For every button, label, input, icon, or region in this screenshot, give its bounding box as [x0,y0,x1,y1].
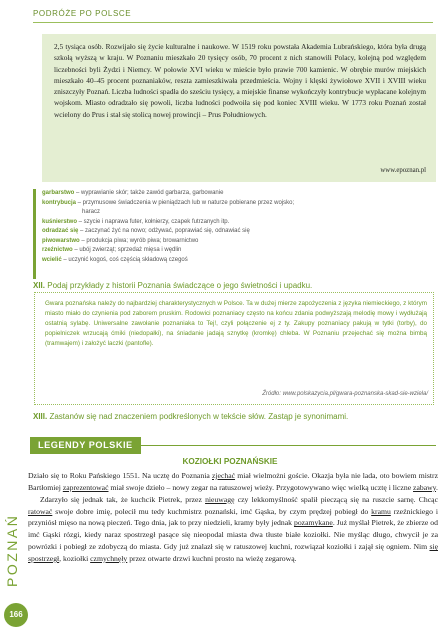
text-run: , koziołki [59,553,91,563]
text-run: Działo się to Roku Pańskiego 1551. Na ucztę do Poznania [28,471,212,480]
page-number: 166 [4,603,28,627]
glossary-entry [42,246,436,256]
glossary-term: odradzać się [42,228,79,234]
running-head: PODRÓŻE PO POLSCE [33,9,132,18]
underlined-word: zabawy [413,482,437,492]
task-text: Podaj przykłady z historii Poznania świadczące o jego świetności i upadku. [45,281,313,290]
glossary-definition: – produkcja piwa; wyrób piwa; browarnictwo [79,237,199,244]
legend-title: KOZIOŁKI POZNAŃSKIE [182,457,278,466]
text-run: . [436,482,438,492]
glossary-term: garbarstwo [42,190,75,196]
underlined-word: czmychnęły [90,553,128,563]
text-run: Zdarzyło się jednak tak, że kuchcik Pietrek, przez [40,494,206,504]
glossary-term: wcielić [42,256,62,263]
glossary-term: rzeźnictwo [42,247,73,253]
dialect-source: Źródło: www.polskazycia.pl/gwara-poznanska-skad-sie-wziela/ [262,391,428,397]
glossary-definition: – uczynić kogoś, coś częścią składową czegoś [61,256,188,263]
underlined-word: zaprezentować [62,482,109,492]
glossary-definition: – zaczynać żyć na nowo; odżywać, poprawiać się, odnawiać się [78,228,250,234]
glossary-entry [42,256,436,266]
glossary-entry [42,227,436,237]
intro-paragraph: 2,5 tysiąca osób. Rozwijało się życie kulturalne i naukowe. W 1519 roku powstała Akademia Lubrańskiego, która była drugą szkołą wyższą w kraju. W Poznaniu mieszkało 20 tysięcy osób, 70 procent z nich stanowili Polacy, kolejną pod względem liczebności byli Żydzi i Niemcy. W połowie XVI wieku w mieście było prawie 700 kamienic. W obrębie murów miejskich mieszkało 40–45 procent poznaniaków, reszta zamieszkiwała przedmieścia. Wojny i klęski żywiołowe XVII i XVIII wieku zniszczyły Poznań. Liczba ludności spadła do sześciu tysięcy, a miejskie finanse wykończyły kontrybucje wypłacane kolejnym wojskom. Miasto odradzało się powoli, liczba ludności podwoiła się pod koniec XVIII wieku. W 1773 roku Poznań został wcielony do Prus i stał się stolicą nowej prowincji – Prus Południowych. [54,42,426,119]
legend-paragraph [28,494,438,565]
intro-source: www.epoznan.pl [380,167,426,174]
text-run: rzeźnickiego i przyniósł mięso na nową pieczeń. Tego dnia, jak to przy niedzieli, kramy były jednak [28,506,438,528]
legend-banner: LEGENDY POLSKIE [30,437,141,454]
task-number: XIII. [33,412,48,421]
glossary-entry [42,189,436,199]
legend-text [28,470,438,630]
glossary-term: kuśnierstwo [42,218,78,225]
header-divider [33,22,433,23]
glossary-definition: – wyprawianie skór; także zawód garbarza, garbowanie [74,190,224,196]
side-chapter-label: POZNAŃ [4,513,20,587]
legend-banner-rule [141,445,436,446]
underlined-word: pozamykane [293,518,333,528]
underlined-word: kramu [371,506,391,516]
text-run: przez otwarte drzwi kuchni prosto na wieżę zegarową. [127,553,297,563]
dialect-text: Gwara poznańska należy do najbardziej charakterystycznych w Polsce. Ta w dużej mierze zapożyczenia z języka niemieckiego, z którym miasto miało do czynienia pod zaborem pruskim. Rodowici poznaniacy często na końcu zdania podwyższają melodię mowy i wydłużają ostatnią sylabę. Uniwersalne zawołanie poznaniaka to Tej!, czyli połączenie ej z ty. Zakupy poznaniacy pakują w tytki (torby), do popielniczek wrzucają ćmiki (niedopałki), na śniadanie jadają sznytkę (kromkę) chleba. W Poznaniu przejechać się można bimbą (tramwajem) i założyć laczki (pantofle). [45,300,427,347]
glossary-entry [42,218,436,228]
text-run: . Już myślał Pietrek, że zbierze od imć Gąski rózgi, kiedy naraz spostrzegł pasące się nieopodal miasta dwa tłuste białe koziołki. Nie myśląc długo, chwycił je za powrózki i pobiegł ze zdobyczą do miasta. Gdy już znalazł się w ratuszowej kuchni, rozwiązał koziołki i zajął się ogniem. Nim [28,518,438,552]
glossary-definition: – szycie i naprawa futer, kołnierzy, czapek futrzanych itp. [77,218,230,225]
glossary-entry [42,199,436,209]
glossary-entry [42,237,436,247]
glossary-definition: – przymusowe świadczenia w pieniądzach lub w naturze pobierane przez wojsko; [76,199,295,206]
underlined-word: ratować [28,506,53,516]
underlined-word: nieuwagę [205,494,235,504]
text-run: miał wielmożni goście. Okazja była nie lada, oto bowiem mistrz Bartłomiej [28,471,438,492]
task-number: XII. [33,281,46,290]
text-run: miał swoje dzieło – nowy zegar na ratuszowej wieży. Przygotowywano więc wielką ucztę i liczne [108,482,414,492]
glossary-definition-continued: haracz [82,209,101,215]
glossary-definition: – ubój zwierząt; sprzedaż mięsa i wędlin [72,247,182,253]
glossary [33,189,436,279]
glossary-term: piwowarstwo [42,237,80,244]
text-run: swoje dobre imię, polecił mu tedy kuchmistrz poznański, imć Gąska, by czym prędzej pobiegł do [52,506,372,516]
task-text: Zastanów się nad znaczeniem podkreślonych w tekście słów. Zastąp je synonimami. [47,412,349,421]
glossary-term: kontrybucja [42,199,77,206]
legend-paragraph [28,470,438,494]
task-13 [33,412,443,424]
text-run: czy lekkomyślność spalił pieczącą się na ruszcie sarnę. Chcąc [234,494,438,504]
underlined-word: zjechać [211,471,236,480]
underlined-word: się spostrzegł [28,542,438,563]
